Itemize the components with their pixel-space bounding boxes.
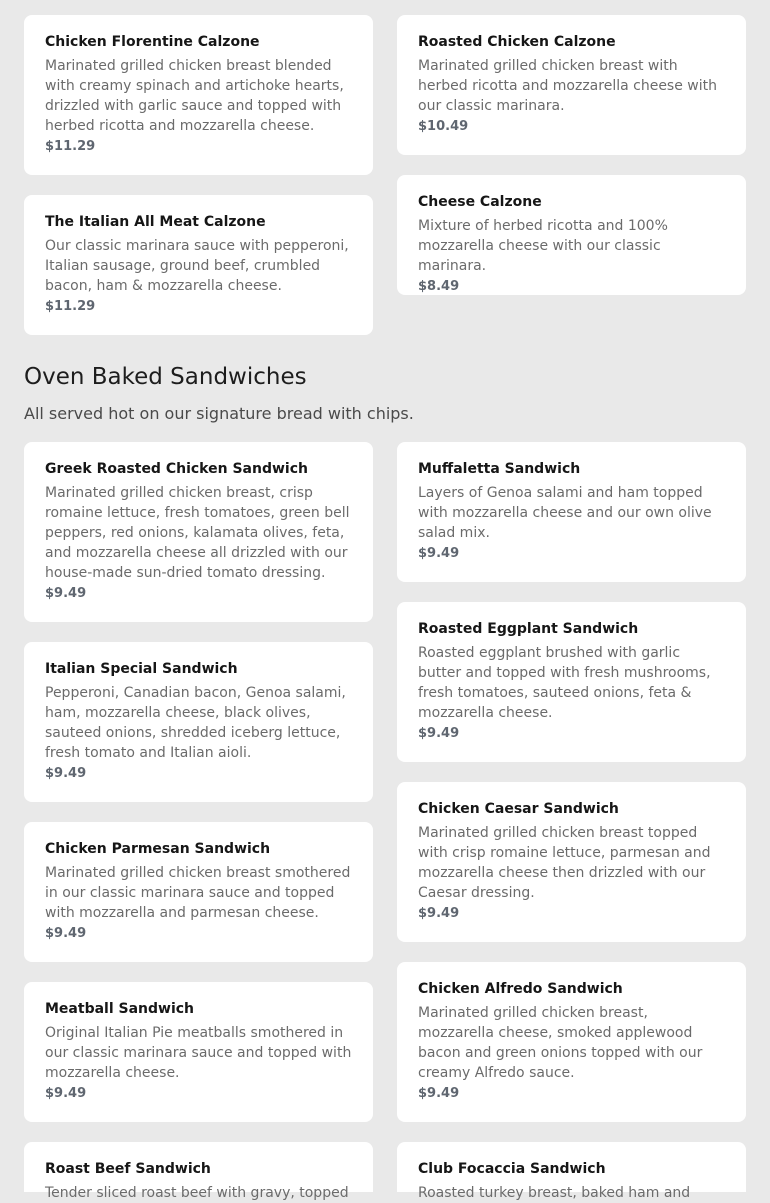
menu-item-card[interactable] bbox=[24, 442, 373, 622]
menu-item-name: Meatball Sandwich bbox=[45, 1001, 195, 1017]
menu-item-price: $11.29 bbox=[45, 139, 96, 154]
menu-item-card[interactable] bbox=[24, 822, 373, 962]
menu-item-name: The Italian All Meat Calzone bbox=[45, 214, 266, 230]
menu-item-card[interactable] bbox=[24, 1142, 373, 1201]
menu-item-description: Marinated grilled chicken breast topped with crisp romaine lettuce, parmesan and mozzarella cheese then drizzled with our Caesar dressing. bbox=[418, 825, 711, 901]
menu-item-name: Italian Special Sandwich bbox=[45, 661, 238, 677]
section-title: Oven Baked Sandwiches bbox=[24, 364, 307, 390]
menu-item-description: Tender sliced roast beef with gravy, topped bbox=[45, 1185, 349, 1201]
menu-item-name: Chicken Florentine Calzone bbox=[45, 34, 260, 50]
menu-item-price: $9.49 bbox=[45, 1086, 87, 1101]
menu-item-card[interactable] bbox=[397, 442, 746, 582]
menu-item-name: Greek Roasted Chicken Sandwich bbox=[45, 461, 308, 477]
menu-item-description: Roasted eggplant brushed with garlic butter and topped with fresh mushrooms, fresh tomatoes, sauteed onions, feta & mozzarella cheese. bbox=[418, 645, 711, 721]
menu-item-price: $9.49 bbox=[45, 926, 87, 941]
menu-item-description: Layers of Genoa salami and ham topped with mozzarella cheese and our own olive salad mix. bbox=[418, 485, 712, 541]
menu-item-description: Our classic marinara sauce with pepperoni, Italian sausage, ground beef, crumbled bacon, ham & mozzarella cheese. bbox=[45, 238, 349, 294]
menu-item-description: Marinated grilled chicken breast blended with creamy spinach and artichoke hearts, drizzled with garlic sauce and topped with herbed ricotta and mozzarella cheese. bbox=[45, 58, 344, 134]
menu-item-name: Chicken Caesar Sandwich bbox=[418, 801, 619, 817]
menu-item-card[interactable] bbox=[397, 1142, 746, 1201]
section-subtitle: All served hot on our signature bread with chips. bbox=[24, 404, 414, 423]
menu-item-description: Marinated grilled chicken breast smothered in our classic marinara sauce and topped with mozzarella and parmesan cheese. bbox=[45, 865, 351, 921]
menu-item-description: Original Italian Pie meatballs smothered in our classic marinara sauce and topped with mozzarella cheese. bbox=[45, 1025, 352, 1081]
menu-item-name: Muffaletta Sandwich bbox=[418, 461, 581, 477]
menu-item-description: Pepperoni, Canadian bacon, Genoa salami, ham, mozzarella cheese, black olives, sauteed onions, shredded iceberg lettuce, fresh tomato and Italian aioli. bbox=[45, 685, 346, 761]
menu-item-price: $9.49 bbox=[418, 726, 460, 741]
menu-item-name: Roasted Chicken Calzone bbox=[418, 34, 616, 50]
menu-item-card[interactable] bbox=[24, 642, 373, 802]
menu-item-name: Chicken Parmesan Sandwich bbox=[45, 841, 271, 857]
menu-item-price: $9.49 bbox=[45, 766, 87, 781]
menu-item-card[interactable] bbox=[24, 195, 373, 335]
menu-item-price: $9.49 bbox=[418, 906, 460, 921]
menu-item-name: Cheese Calzone bbox=[418, 194, 542, 210]
menu-item-price: $9.49 bbox=[418, 546, 460, 561]
menu-item-description: Marinated grilled chicken breast, crisp romaine lettuce, fresh tomatoes, green bell peppers, red onions, kalamata olives, feta, and mozzarella cheese all drizzled with our house-made sun-dried tomato dressing. bbox=[45, 485, 350, 581]
menu-item-card[interactable] bbox=[24, 982, 373, 1122]
menu-item-description: Mixture of herbed ricotta and 100% mozzarella cheese with our classic marinara. bbox=[418, 218, 668, 274]
menu-item-name: Chicken Alfredo Sandwich bbox=[418, 981, 623, 997]
menu-item-price: $9.49 bbox=[418, 1086, 460, 1101]
menu-item-description: Marinated grilled chicken breast with herbed ricotta and mozzarella cheese with our classic marinara. bbox=[418, 58, 717, 114]
menu-item-description: Roasted turkey breast, baked ham and bbox=[418, 1185, 691, 1201]
menu-item-price: $8.49 bbox=[418, 279, 460, 294]
menu-item-card[interactable] bbox=[397, 15, 746, 155]
menu-item-name: Club Focaccia Sandwich bbox=[418, 1161, 606, 1177]
menu-item-name: Roasted Eggplant Sandwich bbox=[418, 621, 639, 637]
menu-item-price: $10.49 bbox=[418, 119, 469, 134]
menu-item-description: Marinated grilled chicken breast, mozzarella cheese, smoked applewood bacon and green onions topped with our creamy Alfredo sauce. bbox=[418, 1005, 703, 1081]
menu-item-card[interactable] bbox=[397, 175, 746, 295]
menu-item-card[interactable] bbox=[397, 782, 746, 942]
menu-item-name: Roast Beef Sandwich bbox=[45, 1161, 211, 1177]
menu-item-price: $9.49 bbox=[45, 586, 87, 601]
menu-item-price: $11.29 bbox=[45, 299, 96, 314]
menu-item-card[interactable] bbox=[397, 602, 746, 762]
menu-item-card[interactable] bbox=[397, 962, 746, 1122]
menu-item-card[interactable] bbox=[24, 15, 373, 175]
